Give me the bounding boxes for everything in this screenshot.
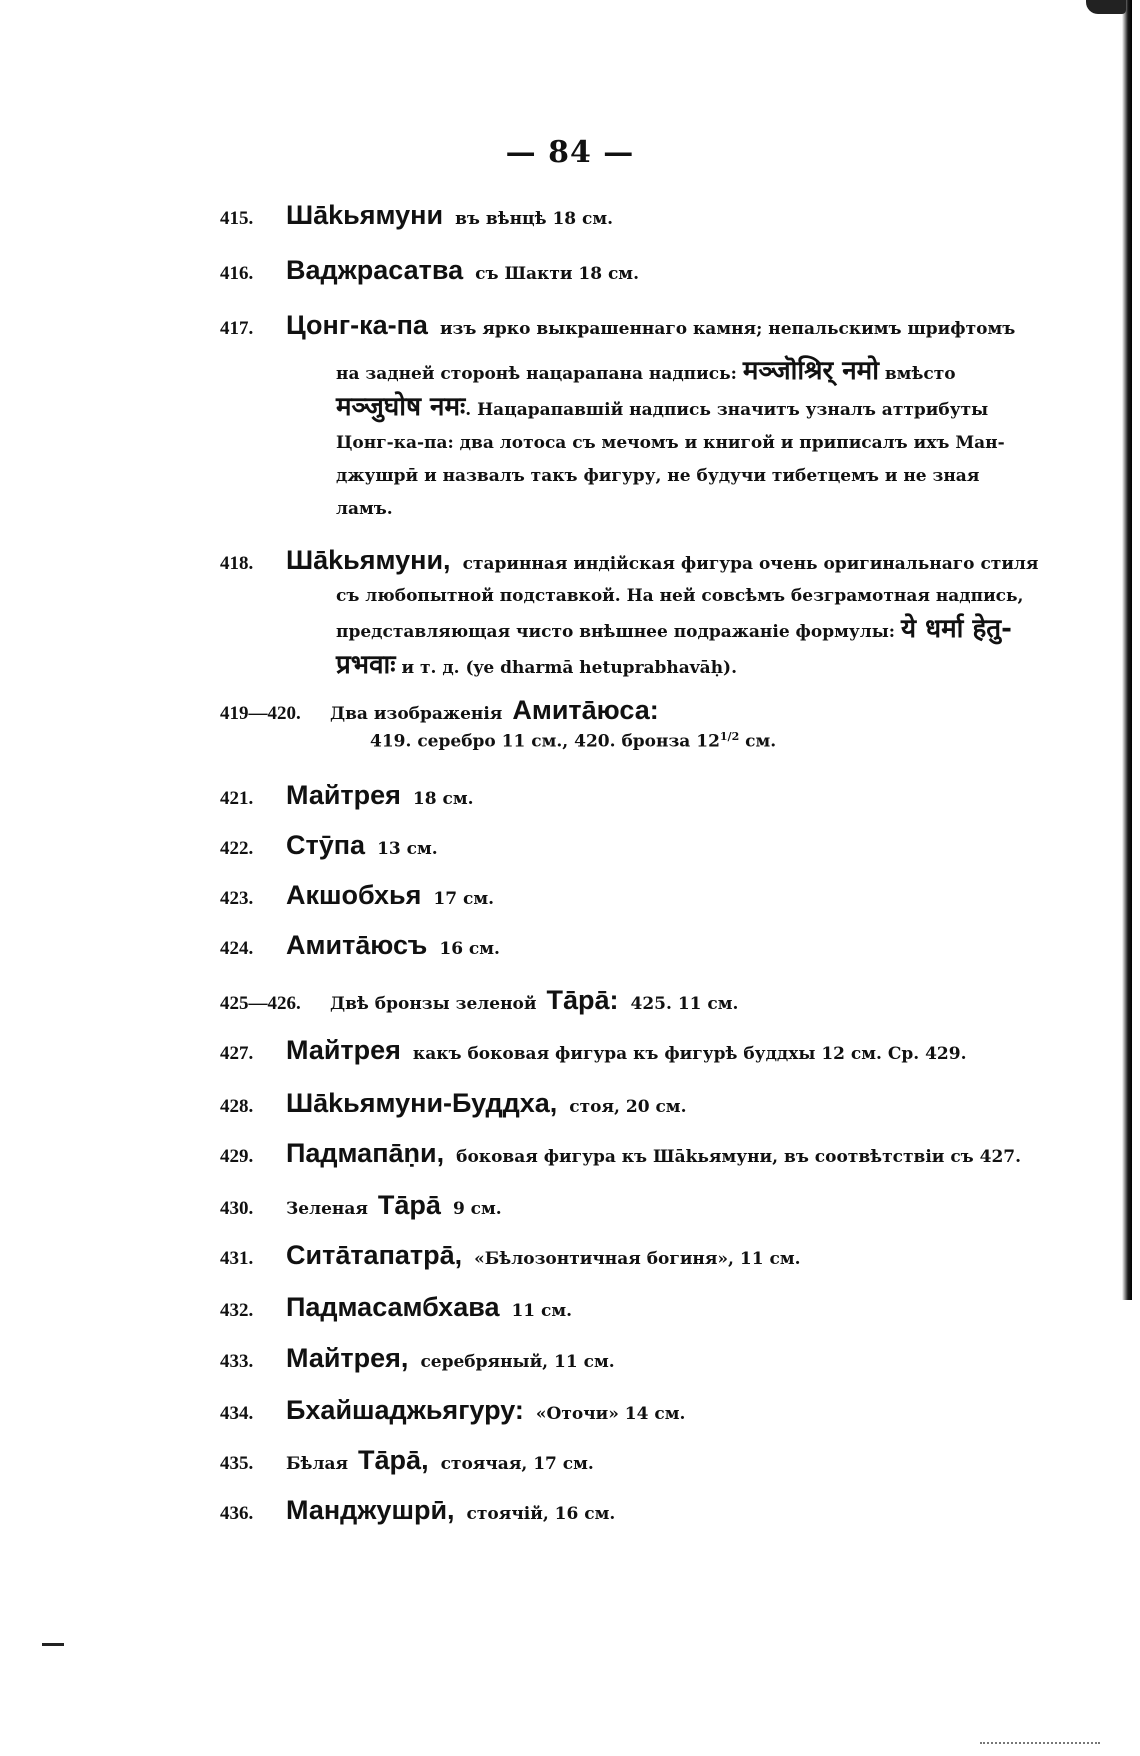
entry-number: 431. xyxy=(220,1248,254,1269)
entry-title: Стӯпа xyxy=(286,830,366,860)
entry-419-420 xyxy=(220,695,1040,726)
devanagari-inscription: प्रभवाः xyxy=(336,650,396,680)
entry-number: 417. xyxy=(220,318,254,339)
entry-435 xyxy=(220,1445,1040,1476)
text-line: вмѣсто xyxy=(884,364,956,384)
scan-speck xyxy=(980,1742,1100,1748)
entry-422 xyxy=(220,830,1040,861)
page-number: — 84 — xyxy=(505,135,635,170)
entry-description: старинная индiйская фигура очень оригинальнаго стиля xyxy=(462,554,1039,574)
entry-title: Амитāюса: xyxy=(512,695,659,725)
entry-title: Шākьямуни, xyxy=(286,545,451,575)
entry-title: Тāрā, xyxy=(358,1445,429,1475)
scan-margin-mark xyxy=(42,1643,64,1646)
entry-description: 17 см. xyxy=(433,889,495,909)
entry-number: 422. xyxy=(220,838,254,859)
entry-title: Акшобхья xyxy=(286,880,422,910)
entry-433 xyxy=(220,1343,1040,1374)
entry-description: стоячая, 17 см. xyxy=(440,1454,594,1474)
entry-description: боковая фигура къ Шākьямуни, въ соотвѣтствiи съ 427. xyxy=(456,1147,1022,1167)
entry-number: 432. xyxy=(220,1300,254,1321)
entry-description: Бѣлая xyxy=(286,1454,349,1474)
entry-431 xyxy=(220,1240,1040,1271)
entry-description: Двѣ бронзы зеленой xyxy=(330,994,537,1014)
entry-description: 9 см. xyxy=(452,1199,502,1219)
entry-description: изъ ярко выкрашеннаго камня; непальскимъ шрифтомъ xyxy=(439,319,1016,339)
entry-number: 436. xyxy=(220,1503,254,1524)
text-line: съ любопытной подставкой. На ней совсѣмъ безграмотная надпись, xyxy=(336,586,1024,606)
text-line: джушрӣ и назвалъ такъ фигуру, не будучи тибетцемъ и не зная xyxy=(336,466,980,486)
entry-425-426 xyxy=(220,985,1040,1016)
entry-description: 16 см. xyxy=(439,939,500,959)
entry-description: 425. 11 см. xyxy=(630,994,739,1014)
entry-number: 418. xyxy=(220,553,254,574)
entry-418 xyxy=(220,545,1040,576)
entry-417-continuation xyxy=(336,355,1048,526)
entry-description: Два изображенiя xyxy=(330,704,503,724)
entry-number: 415. xyxy=(220,208,254,229)
entry-title: Падмасамбхава xyxy=(286,1292,500,1322)
entry-number: 424. xyxy=(220,938,254,959)
entry-430 xyxy=(220,1190,1040,1221)
text-line: на задней сторонѣ нацарапана надпись: xyxy=(336,364,737,384)
entry-419-420-sub xyxy=(370,730,776,752)
entry-title: Майтрея, xyxy=(286,1343,409,1373)
entry-number: 430. xyxy=(220,1198,254,1219)
entry-number: 435. xyxy=(220,1453,254,1474)
text-line: и т. д. (ye dharmā hetuprabhavāḥ). xyxy=(401,658,738,678)
entry-number: 433. xyxy=(220,1351,254,1372)
text-line: 419. серебро 11 см., 420. бронза 12 xyxy=(370,731,720,752)
entry-description: 13 см. xyxy=(377,839,438,859)
entry-number: 416. xyxy=(220,263,254,284)
entry-416 xyxy=(220,255,1040,286)
entry-title: Падмапāṇи, xyxy=(286,1138,445,1168)
entry-title: Шākьямуни-Буддха, xyxy=(286,1088,558,1118)
entry-title: Майтрея xyxy=(286,1035,401,1065)
text-line: см. xyxy=(739,731,777,752)
entry-number: 434. xyxy=(220,1403,254,1424)
entry-number: 421. xyxy=(220,788,254,809)
entry-436 xyxy=(220,1495,1040,1526)
entry-number: 428. xyxy=(220,1096,254,1117)
entry-description: «Бѣлозонтичная богиня», 11 см. xyxy=(474,1249,801,1269)
entry-415 xyxy=(220,200,1040,231)
entry-417 xyxy=(220,310,1040,341)
entry-description: Зеленая xyxy=(286,1199,368,1219)
entry-description: съ Шакти 18 см. xyxy=(475,264,639,284)
entry-title: Бхайшаджьягуру: xyxy=(286,1395,524,1425)
entry-number: 425—426. xyxy=(220,993,301,1014)
entry-432 xyxy=(220,1292,1040,1323)
entry-description: серебряный, 11 см. xyxy=(420,1352,615,1372)
devanagari-inscription: मञ्जॊश्रिर् नमो xyxy=(742,356,879,386)
entry-number: 419—420. xyxy=(220,703,301,724)
entry-description: «Оточи» 14 см. xyxy=(535,1404,686,1424)
entry-number: 429. xyxy=(220,1146,254,1167)
entry-421 xyxy=(220,780,1040,811)
text-line: ламъ. xyxy=(336,499,393,519)
entry-title: Тāрā: xyxy=(546,985,619,1015)
entry-424 xyxy=(220,930,1040,961)
entry-description: стоячiй, 16 см. xyxy=(466,1504,616,1524)
entry-423 xyxy=(220,880,1040,911)
entry-number: 423. xyxy=(220,888,254,909)
entry-title: Майтрея xyxy=(286,780,401,810)
entry-number: 427. xyxy=(220,1043,254,1064)
entry-title: Цонг-ка-па xyxy=(286,310,428,340)
entry-description: 18 см. xyxy=(412,789,474,809)
entry-428 xyxy=(220,1088,1040,1119)
entry-description: 11 см. xyxy=(511,1301,573,1321)
entry-title: Тāрā xyxy=(377,1190,441,1220)
entry-description: какъ боковая фигура къ фигурѣ буддхы 12 см. Ср. 429. xyxy=(412,1044,967,1064)
scan-edge-shadow xyxy=(1122,0,1132,1300)
fraction: 1/2 xyxy=(719,730,740,743)
entry-title: Амитāюсъ xyxy=(286,930,428,960)
entry-434 xyxy=(220,1395,1040,1426)
text-line: Цонг-ка-па: два лотоса съ мечомъ и книгой и приписалъ ихъ Ман- xyxy=(336,433,1005,453)
entry-title: Ситāтапатрā, xyxy=(286,1240,463,1270)
entry-427 xyxy=(220,1035,1040,1066)
entry-429 xyxy=(220,1138,1040,1169)
entry-title: Шākьямуни xyxy=(286,200,444,230)
devanagari-inscription: ये धर्मा हेतु- xyxy=(900,614,1012,644)
scan-corner-mark xyxy=(1086,0,1126,14)
entry-description: въ вѣнцѣ 18 см. xyxy=(455,209,614,229)
text-line: . Нацарапавшiй надпись значитъ узналъ аттрибуты xyxy=(465,400,989,420)
devanagari-inscription: मञ्जुघोष नमः xyxy=(336,392,466,422)
entry-418-continuation xyxy=(336,580,1048,685)
entry-title: Манджушрӣ, xyxy=(286,1495,455,1525)
entry-title: Ваджрасатва xyxy=(286,255,464,285)
entry-description: стоя, 20 см. xyxy=(569,1097,687,1117)
text-line: представляющая чисто внѣшнее подражанiе формулы: xyxy=(336,622,896,642)
